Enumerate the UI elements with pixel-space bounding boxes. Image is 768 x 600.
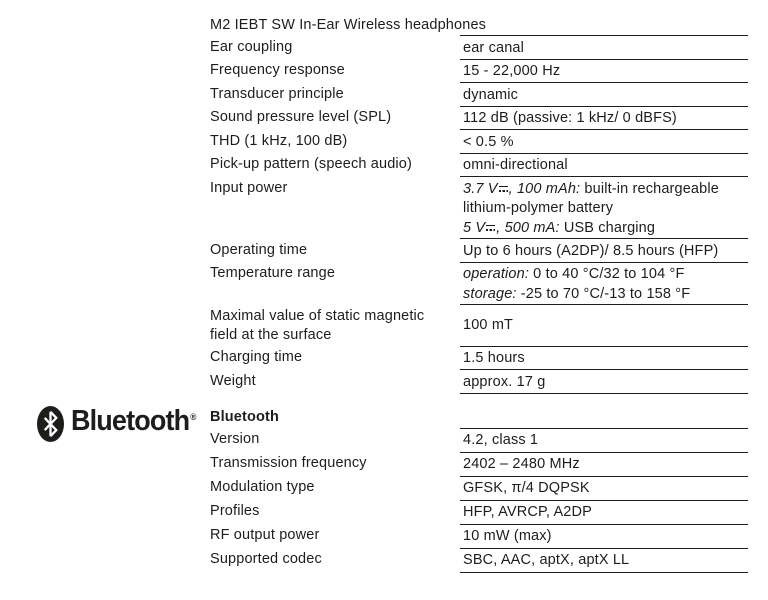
spec-row: [210, 129, 748, 153]
spec-label: Sound pressure level (SPL): [210, 109, 392, 125]
spec-value: [460, 476, 748, 500]
spec-label: Supported codec: [210, 551, 322, 567]
spec-value-line: 1.5 hours: [463, 350, 525, 366]
spec-value: [460, 548, 748, 572]
spec-value: [460, 500, 748, 524]
spec-label: Modulation type: [210, 479, 315, 495]
spec-value: [460, 82, 748, 106]
spec-row: [210, 524, 748, 548]
spec-value: [460, 524, 748, 548]
spec-row: [210, 346, 748, 370]
spec-row: [210, 262, 748, 305]
headphones-spec-table: [210, 14, 748, 394]
spec-value: [460, 106, 748, 130]
bluetooth-section-header: Bluetooth: [210, 409, 280, 425]
bluetooth-logo: [37, 405, 206, 443]
spec-label: Weight: [210, 372, 256, 389]
bluetooth-spec-table: [210, 407, 748, 573]
spec-value: [460, 452, 748, 476]
spec-value-line: ear canal: [463, 39, 524, 56]
spec-label: Operating time: [210, 241, 308, 258]
spec-value-line: dynamic: [463, 86, 519, 103]
bluetooth-header-spacer: [460, 407, 748, 428]
headphones-spec-rows: [210, 35, 748, 393]
spec-label: Ear coupling: [210, 38, 293, 55]
spec-value-line: Up to 6 hours (A2DP)/ 8.5 hours (HFP): [463, 242, 719, 259]
spec-row: [210, 82, 748, 106]
spec-value-line: 3.7 V , 100 mAh: built-in rechargeable: [463, 180, 719, 197]
spec-value: [460, 304, 748, 346]
spec-value: [460, 369, 748, 393]
table-bottom-rule: [210, 393, 748, 394]
spec-value: [460, 129, 748, 153]
spec-label: THD (1 kHz, 100 dB): [210, 132, 348, 149]
spec-value-line: 10 mW (max): [463, 528, 552, 544]
spec-label: Transmission frequency: [210, 455, 367, 471]
spec-row: [210, 176, 748, 238]
table-bottom-rule: [210, 572, 748, 573]
bluetooth-wordmark: Bluetooth®: [71, 405, 197, 437]
spec-value: [460, 238, 748, 262]
spec-row: [210, 153, 748, 177]
spec-value-line: GFSK, π/4 DQPSK: [463, 480, 590, 496]
spec-value-line: lithium-polymer battery: [463, 200, 614, 216]
bluetooth-spec-rows: [210, 428, 748, 572]
spec-value-line: approx. 17 g: [463, 373, 546, 390]
spec-row: [210, 452, 748, 476]
spec-row: [210, 35, 748, 59]
bluetooth-section-header-row: [210, 407, 748, 428]
spec-value: [460, 176, 748, 238]
spec-value-line: 4.2, class 1: [463, 432, 539, 448]
spec-value-line: storage: -25 to 70 °C/-13 to 158 °F: [463, 285, 691, 302]
spec-value: [460, 346, 748, 370]
spec-label: Charging time: [210, 349, 303, 365]
registered-trademark-symbol: ®: [190, 412, 197, 422]
spec-label: Transducer principle: [210, 85, 344, 102]
spec-row: [210, 548, 748, 572]
spec-row: [210, 59, 748, 83]
spec-value-line: HFP, AVRCP, A2DP: [463, 504, 592, 520]
bluetooth-rune-icon: [37, 406, 64, 442]
spec-value-line: operation: 0 to 40 °C/32 to 104 °F: [463, 266, 685, 282]
spec-value: [460, 428, 748, 452]
spec-label: Temperature range: [210, 265, 336, 281]
spec-label: Version: [210, 431, 260, 447]
spec-label: Pick-up pattern (speech audio): [210, 156, 412, 172]
spec-row: [210, 238, 748, 262]
spec-label: Frequency response: [210, 62, 345, 78]
spec-value-line: 5 V , 500 mA: USB charging: [463, 219, 656, 236]
dc-voltage-symbol: [498, 183, 508, 194]
spec-table-title: M2 IEBT SW In-Ear Wireless headphones: [210, 17, 487, 33]
spec-row: [210, 476, 748, 500]
spec-row: [210, 304, 748, 346]
spec-value-line: 15 - 22,000 Hz: [463, 63, 561, 79]
spec-value-line: SBC, AAC, aptX, aptX LL: [463, 552, 630, 568]
spec-label: Input power: [210, 179, 288, 196]
spec-value-line: omni-directional: [463, 157, 568, 173]
spec-value: [460, 59, 748, 83]
spec-value: [460, 35, 748, 59]
spec-value-line: 2402 – 2480 MHz: [463, 456, 580, 472]
spec-value-line: 112 dB (passive: 1 kHz/ 0 dBFS): [463, 110, 677, 126]
spec-label: Profiles: [210, 503, 260, 519]
spec-label: RF output power: [210, 527, 320, 543]
dc-voltage-symbol: [486, 222, 496, 233]
spec-row: [210, 428, 748, 452]
spec-row: [210, 500, 748, 524]
spec-value: [460, 262, 748, 305]
spec-row: [210, 369, 748, 393]
spec-value: [460, 153, 748, 177]
spec-label: Maximal value of static magnetic field at the surface: [210, 307, 425, 343]
spec-value-line: 100 mT: [463, 316, 514, 333]
spec-value-line: < 0.5 %: [463, 133, 514, 150]
spec-row: [210, 106, 748, 130]
